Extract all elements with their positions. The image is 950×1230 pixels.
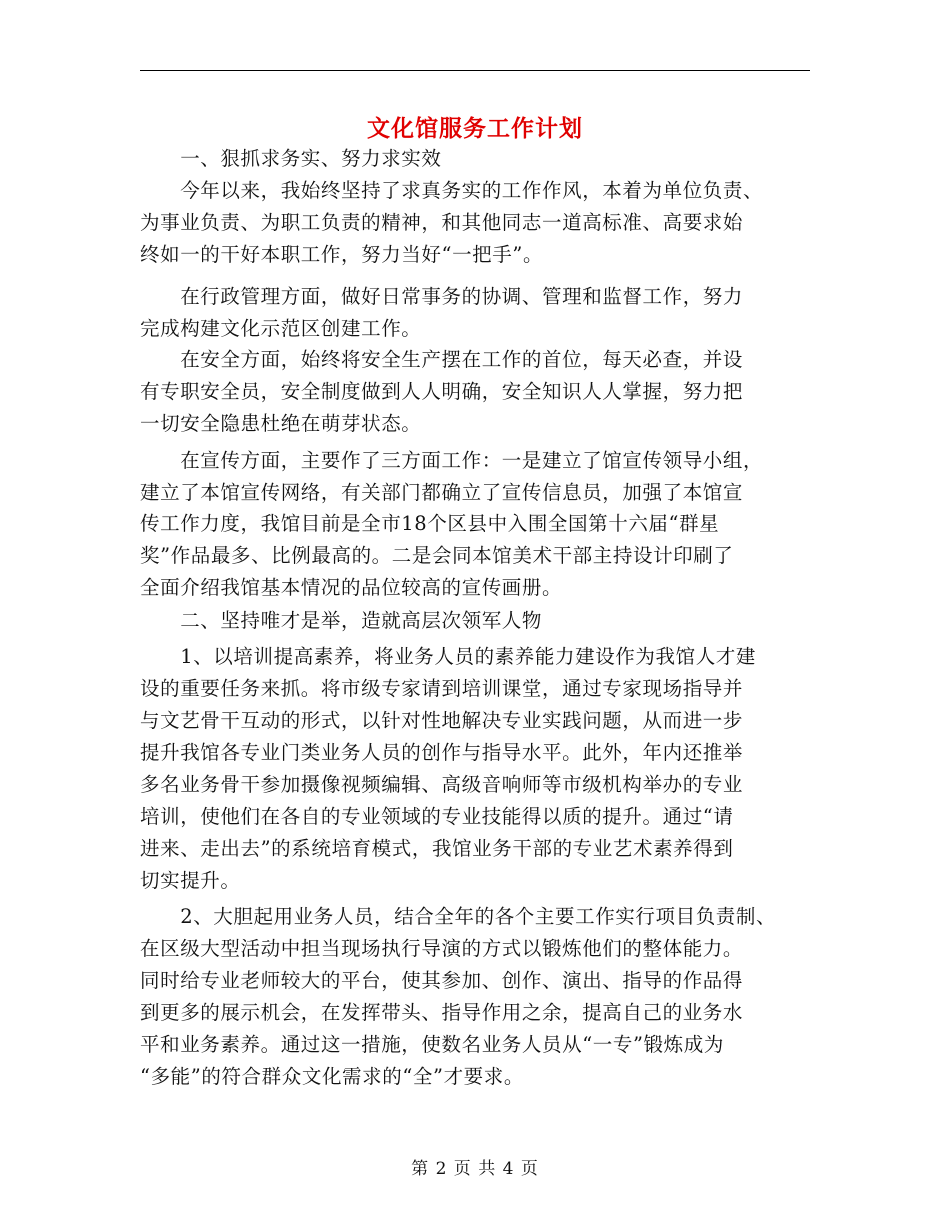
body-line: 终如一的干好本职工作，努力当好“一把手”。 bbox=[140, 243, 544, 266]
body-line: “多能”的符合群众文化需求的“全”才要求。 bbox=[140, 1065, 524, 1088]
body-line: 培训，使他们在各自的专业领域的专业技能得以质的提升。通过“请 bbox=[140, 805, 734, 828]
body-line: 切实提升。 bbox=[140, 869, 241, 892]
body-line: 2、大胆起用业务人员，结合全年的各个主要工作实行项目负责制、 bbox=[140, 905, 777, 928]
body-line: 在行政管理方面，做好日常事务的协调、管理和监督工作，努力 bbox=[140, 285, 744, 308]
page-number: 第 2 页 共 4 页 bbox=[411, 1159, 539, 1179]
body-line: 在宣传方面，主要作了三方面工作：一是建立了馆宣传领导小组， bbox=[140, 449, 764, 472]
document-title: 文化馆服务工作计划 bbox=[367, 115, 583, 142]
header-rule bbox=[140, 70, 810, 71]
body-line: 提升我馆各专业门类业务人员的创作与指导水平。此外，年内还推举 bbox=[140, 741, 744, 764]
body-line: 在区级大型活动中担当现场执行导演的方式以锻炼他们的整体能力。 bbox=[140, 937, 744, 960]
body-line: 传工作力度，我馆目前是全市18个区县中入围全国第十六届“群星 bbox=[140, 512, 720, 535]
body-line: 到更多的展示机会，在发挥带头、指导作用之余，提高自己的业务水 bbox=[140, 1001, 744, 1024]
body-line: 多名业务骨干参加摄像视频编辑、高级音响师等市级机构举办的专业 bbox=[140, 773, 744, 796]
body-line: 平和业务素养。通过这一措施，使数名业务人员从“一专”锻炼成为 bbox=[140, 1033, 724, 1056]
body-line: 完成构建文化示范区创建工作。 bbox=[140, 317, 422, 340]
body-line: 一切安全隐患杜绝在萌芽状态。 bbox=[140, 412, 422, 435]
body-line: 进来、走出去”的系统培育模式，我馆业务干部的专业艺术素养得到 bbox=[140, 837, 734, 860]
body-line: 奖”作品最多、比例最高的。二是会同本馆美术干部主持设计印刷了 bbox=[140, 544, 734, 567]
body-line: 有专职安全员，安全制度做到人人明确，安全知识人人掌握，努力把 bbox=[140, 380, 744, 403]
body-line: 一、狠抓求务实、努力求实效 bbox=[140, 147, 442, 170]
body-line: 建立了本馆宣传网络，有关部门都确立了宣传信息员，加强了本馆宣 bbox=[140, 481, 744, 504]
body-line: 今年以来，我始终坚持了求真务实的工作作风，本着为单位负责、 bbox=[140, 179, 764, 202]
body-line: 设的重要任务来抓。将市级专家请到培训课堂，通过专家现场指导并 bbox=[140, 677, 744, 700]
body-line: 与文艺骨干互动的形式，以针对性地解决专业实践问题，从而进一步 bbox=[140, 709, 744, 732]
body-line: 二、坚持唯才是举，造就高层次领军人物 bbox=[140, 609, 543, 632]
body-line: 在安全方面，始终将安全生产摆在工作的首位，每天必查，并设 bbox=[140, 348, 744, 371]
body-line: 1、以培训提高素养，将业务人员的素养能力建设作为我馆人才建 bbox=[140, 645, 757, 668]
body-line: 为事业负责、为职工负责的精神，和其他同志一道高标准、高要求始 bbox=[140, 211, 744, 234]
body-line: 全面介绍我馆基本情况的品位较高的宣传画册。 bbox=[140, 576, 563, 599]
body-line: 同时给专业老师较大的平台，使其参加、创作、演出、指导的作品得 bbox=[140, 969, 744, 992]
